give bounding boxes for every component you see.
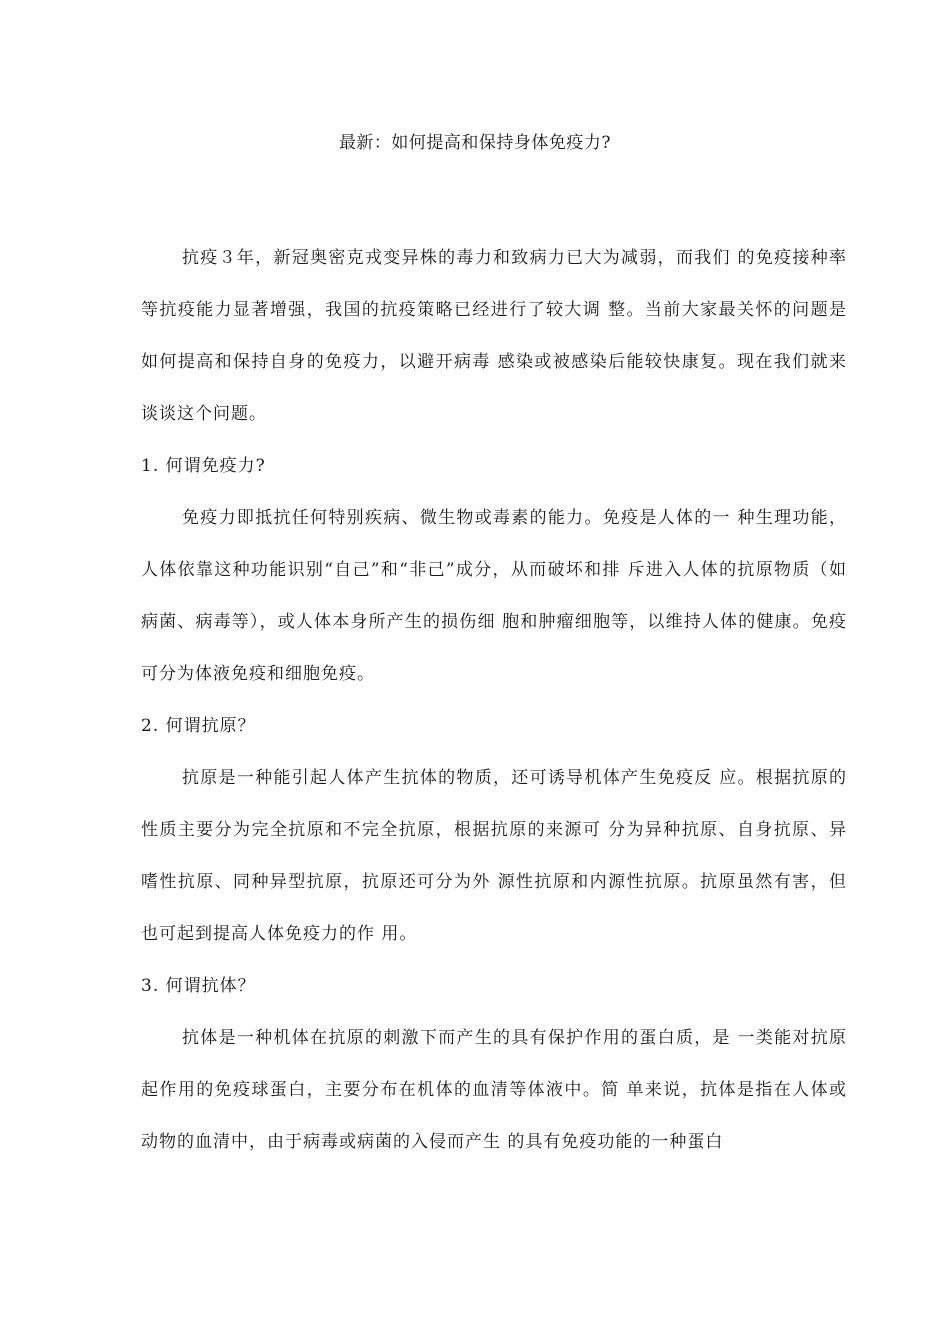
section-heading-antibody: 3. 何谓抗体？	[141, 976, 256, 996]
intro-paragraph: 抗疫３年，新冠奥密克戎变异株的毒力和致病力已大为减弱，而我们 的免疫接种率等抗疫能力显著增强，我国的抗疫策略已经进行了较大调 整。当前大家最关怀的问题是如何提高和保持自身的免疫力，以避开病毒 感染或被感染后能较快康复。现在我们就来谈谈这个问题。	[141, 248, 847, 424]
section-paragraph-antibody: 抗体是一种机体在抗原的刺激下而产生的具有保护作用的蛋白质，是 一类能对抗原起作用的免疫球蛋白，主要分布在机体的血清等体液中。简 单来说，抗体是指在人体或动物的血清中，由于病毒或病菌的入侵而产生 的具有免疫功能的一种蛋白	[141, 1028, 847, 1152]
document-title: 最新：如何提高和保持身体免疫力?	[338, 133, 612, 153]
document-body	[141, 232, 847, 1168]
section-paragraph-immunity: 免疫力即抵抗任何特别疾病、微生物或毒素的能力。免疫是人体的一 种生理功能，人体依靠这种功能识别“自己”和“非己”成分，从而破坏和排 斥进入人体的抗原物质（如病菌、病毒等），或人体本身所产生的损伤细 胞和肿瘤细胞等，以维持人体的健康。免疫可分为体液免疫和细胞免疫。	[141, 508, 847, 684]
section-heading-immunity: 1. 何谓免疫力?	[141, 456, 266, 476]
section-heading-antigen: 2. 何谓抗原？	[141, 716, 256, 736]
section-paragraph-antigen: 抗原是一种能引起人体产生抗体的物质，还可诱导机体产生免疫反 应。根据抗原的性质主要分为完全抗原和不完全抗原，根据抗原的来源可 分为异种抗原、自身抗原、异嗜性抗原、同种异型抗原，抗原还可分为外 源性抗原和内源性抗原。抗原虽然有害，但也可起到提高人体免疫力的作 用。	[141, 768, 847, 944]
